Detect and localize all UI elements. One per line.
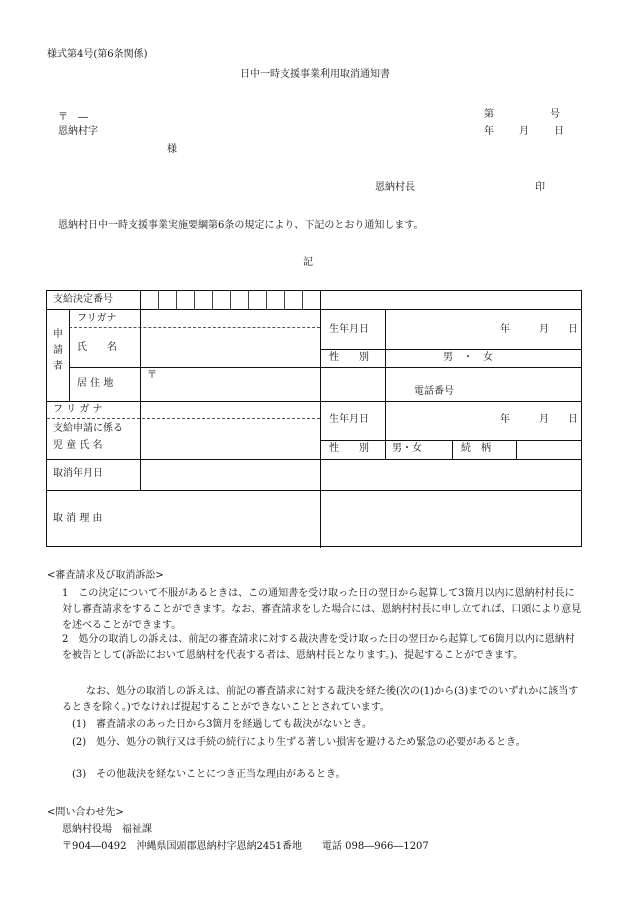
document-title: 日中一時支援事業利用取消通知書 <box>240 69 390 80</box>
applicant-label: 申請者 <box>53 329 63 372</box>
applicant-birth-year: 年 <box>500 324 510 335</box>
contact-heading: <問い合わせ先> <box>47 807 124 818</box>
child-birth-month: 月 <box>539 414 549 425</box>
applicant-birth-label: 生年月日 <box>329 324 369 335</box>
relation-label: 続 柄 <box>461 443 491 454</box>
applicant-furigana-label: フリガナ <box>77 313 117 324</box>
appeal-paragraph-3: なお、処分の取消しの訴えは、前記の審査請求に対する裁決を経た後(次の(1)から(3)までのいずれかに該当するときを除く。)でなければ提起することができないこととされています。 <box>62 686 579 713</box>
applicant-address-label: 居 住 地 <box>77 378 114 389</box>
appeal-item-3: (3) その他裁決を経ないことにつき正当な理由があるとき。 <box>72 769 346 780</box>
child-gender-options: 男・女 <box>392 443 422 454</box>
applicant-gender-options: 男 ・ 女 <box>443 352 493 363</box>
cancel-date-label: 取消年月日 <box>53 468 103 479</box>
postal-mark: 〒 <box>147 370 157 381</box>
ki-heading: 記 <box>303 257 313 268</box>
phone-label: 電話番号 <box>414 386 454 397</box>
issuer-mayor: 恩納村長 <box>375 182 415 193</box>
applicant-name-label: 氏 名 <box>77 342 117 353</box>
applicant-gender-label: 性 別 <box>329 352 369 363</box>
appeal-paragraph-2: 2 処分の取消しの訴えは、前記の審査請求に対する裁決書を受け取った日の翌日から起算して6箇月以内に恩納村を被告として(訴訟において恩納村を代表する者は、恩納村長となります。)、提起することができます。 <box>62 634 575 661</box>
issue-date-month: 月 <box>519 126 529 137</box>
contact-office: 恩納村役場 福祉課 <box>62 824 152 835</box>
form-number: 様式第4号(第6条関係) <box>47 49 148 60</box>
appeal-item-2: (2) 処分、処分の執行又は手続の続行により生ずる著しい損害を避けるため緊急の必要があるとき。 <box>72 737 526 748</box>
appeal-paragraph-1: 1 この決定について不服があるときは、この通知書を受け取った日の翌日から起算して3箇月以内に恩納村村長に対し審査請求をすることができます。なお、審査請求をした場合には、恩納村村長に申し立てれば、口頭により意見を述べることができます。 <box>62 588 582 631</box>
contact-address: 〒904―0492 沖縄県国頭郡恩納村字恩納2451番地 電話 098―966―1207 <box>62 841 429 852</box>
child-birth-label: 生年月日 <box>329 414 369 425</box>
child-name-label-1: 支給申請に係る <box>53 423 123 434</box>
issue-date-year: 年 <box>484 126 494 137</box>
issue-date-day: 日 <box>554 126 564 137</box>
recipient-honorific: 様 <box>167 144 177 155</box>
applicant-birth-month: 月 <box>539 324 549 335</box>
recipient-address: 恩納村字 <box>58 126 98 137</box>
issue-date <box>484 127 564 137</box>
child-name-label-2: 児 童 氏 名 <box>53 440 103 451</box>
doc-number-suffix: 号 <box>550 109 560 120</box>
child-birth-year: 年 <box>500 414 510 425</box>
child-gender-label: 性 別 <box>329 443 369 454</box>
child-furigana-label: フ リ ガ ナ <box>53 404 103 415</box>
recipient-postal: 〒 ― <box>58 112 88 123</box>
notice-text: 恩納村日中一時支援事業実施要綱第6条の規定により、下記のとおり通知します。 <box>58 220 424 231</box>
decision-number-label: 支給決定番号 <box>53 294 113 305</box>
applicant-birth-day: 日 <box>568 324 578 335</box>
cancel-reason-label: 取 消 理 由 <box>53 513 103 524</box>
child-birth-day: 日 <box>568 414 578 425</box>
appeal-item-1: (1) 審査請求のあった日から3箇月を経過しても裁決がないとき。 <box>72 719 373 730</box>
appeal-heading: <審査請求及び取消訴訟> <box>47 570 164 581</box>
form-table <box>46 290 582 547</box>
seal-mark: 印 <box>535 182 545 193</box>
doc-number-prefix: 第 <box>484 109 494 120</box>
